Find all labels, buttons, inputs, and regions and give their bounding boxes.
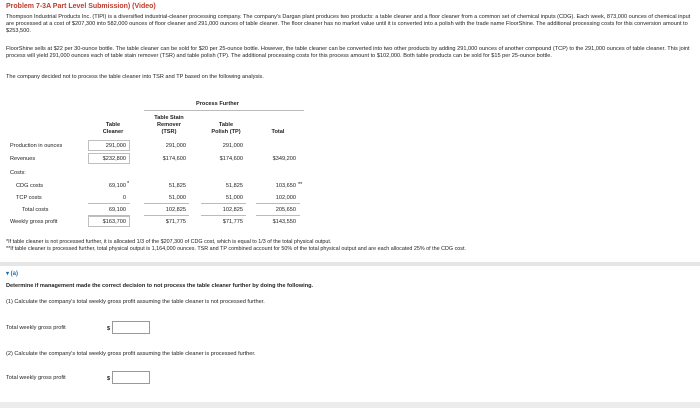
gross-profit-table-cleaner: $163,700 — [102, 219, 126, 225]
problem-paragraph-2: FloorShine sells at $22 per 30-ounce bottle. The table cleaner can be sold for $20 per 25-ounce bottle. However, the table cleaner can be converted into two other products by adding 291,000 ounces of another compound (TCP) to the 291,000 ounces of table cleaner. This joint process will yield 291,000 ounces each of table stain remover (TSR) and table polish (TP). The additional processing costs for this process amount to $102,000. Both table products can be sold for $15 per 25-ounce bottle. — [6, 46, 690, 59]
row-label-production: Production in ounces — [10, 143, 63, 149]
row-label-costs: Costs: — [10, 170, 26, 176]
row-label-total-costs: Total costs — [22, 207, 49, 213]
revenues-total: $349,200 — [272, 156, 296, 162]
row-label-weekly-gross-profit: Weekly gross profit — [10, 219, 58, 225]
production-tsr: 291,000 — [165, 143, 186, 149]
q2-input-label: Total weekly gross profit — [6, 375, 66, 381]
header-tsr-line3: (TSR) — [161, 129, 177, 135]
header-tp-line1: Table — [218, 122, 234, 128]
gross-profit-tp: $71,775 — [222, 219, 243, 225]
footnote-2: **If table cleaner is processed further, total physical output is 1,164,000 ounces. TSR and TP combined account for 50% of the total physical output and are each allocated 25% of the CDG cost. — [6, 246, 466, 252]
gross-profit-total: $143,550 — [272, 219, 296, 225]
tcp-tsr: 51,000 — [168, 195, 186, 201]
footnotes — [6, 239, 466, 253]
q2-currency-symbol: $ — [107, 376, 111, 382]
footnote-1: *If table cleaner is not processed further, it is allocated 1/3 of the $207,300 of CDG cost, which is equal to 1/3 of the total physical output. — [6, 239, 332, 245]
cdg-table-cleaner-footnote-mark: * — [127, 181, 130, 187]
cdg-total: 103,650 — [275, 183, 296, 189]
header-total: Total — [271, 129, 285, 135]
header-tsr-line1: Table Stain — [154, 115, 184, 121]
header-table-cleaner-line2: Cleaner — [102, 129, 124, 135]
production-tp: 291,000 — [222, 143, 243, 149]
section-divider — [0, 262, 700, 266]
tcp-tp: 51,000 — [225, 195, 243, 201]
q2-gross-profit-input[interactable] — [112, 371, 150, 384]
cdg-tp: 51,825 — [225, 183, 243, 189]
production-table-cleaner: 291,000 — [105, 143, 126, 149]
problem-paragraph-3: The company decided not to process the table cleaner into TSR and TP based on the following analysis. — [6, 74, 264, 80]
header-tsr-line2: Remover — [157, 122, 181, 128]
q1-gross-profit-input[interactable] — [112, 321, 150, 334]
header-table-cleaner-line1: Table — [105, 122, 121, 128]
row-label-tcp: TCP costs — [16, 195, 42, 201]
tcp-total: 102,000 — [275, 195, 296, 201]
q1-input-label: Total weekly gross profit — [6, 325, 66, 331]
total-costs-total: 205,650 — [275, 207, 296, 213]
revenues-table-cleaner: $232,800 — [102, 156, 126, 162]
total-costs-tsr: 102,825 — [165, 207, 186, 213]
cdg-tsr: 51,825 — [168, 183, 186, 189]
part-a-instruction: Determine if management made the correct decision to not process the table cleaner further by doing the following. — [6, 283, 314, 289]
header-tp-line2: Polish (TP) — [211, 129, 241, 135]
cdg-table-cleaner: 69,100 — [108, 183, 126, 189]
total-costs-tp: 102,825 — [222, 207, 243, 213]
bottom-bar — [0, 402, 700, 408]
q1-currency-symbol: $ — [107, 326, 111, 332]
part-a-toggle[interactable]: ▾ (a) — [6, 271, 19, 277]
question-1-text: (1) Calculate the company's total weekly gross profit assuming the table cleaner is not processed further. — [6, 299, 265, 305]
question-2-text: (2) Calculate the company's total weekly gross profit assuming the table cleaner is processed further. — [6, 351, 256, 357]
cdg-total-footnote-mark: ** — [298, 182, 303, 188]
revenues-tp: $174,600 — [219, 156, 243, 162]
row-label-cdg: CDG costs — [16, 183, 44, 189]
problem-paragraph-1: Thompson Industrial Products Inc. (TIPI) is a diversified industrial-cleaner processing company. The company's Dargan plant produces two products: a table cleaner and a floor cleaner from a common set of chemical inputs (CDG). Each week, 873,000 ounces of chemical input are processed at a cost of $207,300 into 582,000 ounces of floor cleaner and 291,000 ounces of table cleaner. The floor cleaner has no market value until it is converted into a polish with the trade name FloorShine. The additional processing costs for this conversion amount to $253,500. — [6, 14, 691, 34]
group-header-process-further: Process Further — [196, 101, 239, 107]
total-costs-table-cleaner: 69,100 — [108, 207, 126, 213]
revenues-tsr: $174,600 — [162, 156, 186, 162]
gross-profit-tsr: $71,775 — [165, 219, 186, 225]
problem-title: Problem 7-3A Part Level Submission) (Video) — [6, 3, 156, 10]
group-header-rule — [144, 110, 304, 111]
tcp-table-cleaner: 0 — [122, 195, 126, 201]
row-label-revenues: Revenues — [10, 156, 36, 162]
